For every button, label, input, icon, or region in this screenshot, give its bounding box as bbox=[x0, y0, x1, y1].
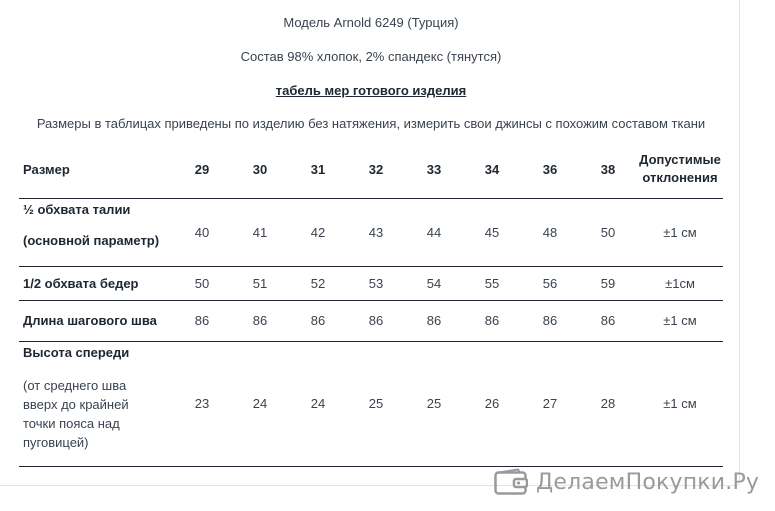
row-label-hip: 1/2 обхвата бедер bbox=[19, 266, 173, 300]
tolerance-header bbox=[637, 141, 723, 198]
table-cell: 42 bbox=[289, 198, 347, 266]
table-header-row bbox=[19, 141, 723, 198]
table-cell: 24 bbox=[289, 341, 347, 466]
table-cell: 86 bbox=[579, 300, 637, 341]
tolerance-header-line1: Допустимые bbox=[639, 152, 721, 168]
table-cell: 40 bbox=[173, 198, 231, 266]
row-label-front-rise bbox=[19, 341, 173, 466]
tolerance-cell: ±1 см bbox=[637, 341, 723, 466]
size-30: 30 bbox=[231, 141, 289, 198]
table-cell: 45 bbox=[463, 198, 521, 266]
size-33: 33 bbox=[405, 141, 463, 198]
table-cell: 59 bbox=[579, 266, 637, 300]
table-cell: 86 bbox=[405, 300, 463, 341]
table-cell: 25 bbox=[347, 341, 405, 466]
tolerance-header-line2: отклонения bbox=[642, 170, 718, 186]
table-cell: 26 bbox=[463, 341, 521, 466]
front-rise-note: (от среднего шва вверх до крайней точки пояса над пуговицей) bbox=[23, 377, 129, 450]
watermark-text: ДелаемПокупки.Ру bbox=[536, 469, 760, 495]
composition-line: Состав 98% хлопок, 2% спандекс (тянутся) bbox=[240, 49, 502, 64]
tolerance-cell: ±1 см bbox=[637, 300, 723, 341]
table-row bbox=[19, 198, 723, 266]
table-title: табель мер готового изделия bbox=[275, 83, 467, 98]
table-cell: 86 bbox=[347, 300, 405, 341]
size-table bbox=[19, 141, 723, 467]
table-cell: 51 bbox=[231, 266, 289, 300]
size-header: Размер bbox=[19, 141, 173, 198]
size-31: 31 bbox=[289, 141, 347, 198]
watermark bbox=[494, 467, 759, 497]
front-rise-label: Высота спереди bbox=[23, 344, 130, 360]
row-label-waist bbox=[19, 198, 173, 266]
table-cell: 86 bbox=[521, 300, 579, 341]
table-cell: 50 bbox=[579, 198, 637, 266]
table-cell: 86 bbox=[463, 300, 521, 341]
waist-label: ½ обхвата талии bbox=[23, 201, 131, 217]
wallet-icon bbox=[494, 468, 528, 496]
tolerance-cell: ±1 см bbox=[637, 198, 723, 266]
model-line: Модель Arnold 6249 (Турция) bbox=[283, 15, 459, 30]
table-cell: 25 bbox=[405, 341, 463, 466]
table-cell: 24 bbox=[231, 341, 289, 466]
table-cell: 41 bbox=[231, 198, 289, 266]
table-cell: 48 bbox=[521, 198, 579, 266]
table-cell: 43 bbox=[347, 198, 405, 266]
table-cell: 27 bbox=[521, 341, 579, 466]
table-cell: 86 bbox=[231, 300, 289, 341]
table-cell: 86 bbox=[289, 300, 347, 341]
table-cell: 23 bbox=[173, 341, 231, 466]
tolerance-cell: ±1см bbox=[637, 266, 723, 300]
table-cell: 53 bbox=[347, 266, 405, 300]
table-row bbox=[19, 266, 723, 300]
size-32: 32 bbox=[347, 141, 405, 198]
table-row bbox=[19, 341, 723, 466]
size-38: 38 bbox=[579, 141, 637, 198]
row-label-inseam: Длина шагового шва bbox=[19, 300, 173, 341]
table-cell: 56 bbox=[521, 266, 579, 300]
table-row bbox=[19, 300, 723, 341]
table-cell: 55 bbox=[463, 266, 521, 300]
table-cell: 52 bbox=[289, 266, 347, 300]
size-29: 29 bbox=[173, 141, 231, 198]
table-cell: 44 bbox=[405, 198, 463, 266]
size-36: 36 bbox=[521, 141, 579, 198]
table-cell: 86 bbox=[173, 300, 231, 341]
size-34: 34 bbox=[463, 141, 521, 198]
table-cell: 50 bbox=[173, 266, 231, 300]
table-cell: 28 bbox=[579, 341, 637, 466]
table-cell: 54 bbox=[405, 266, 463, 300]
measurement-note: Размеры в таблицах приведены по изделию без натяжения, измерить свои джинсы с похожим составом ткани bbox=[36, 116, 706, 131]
waist-sublabel: (основной параметр) bbox=[23, 232, 160, 248]
